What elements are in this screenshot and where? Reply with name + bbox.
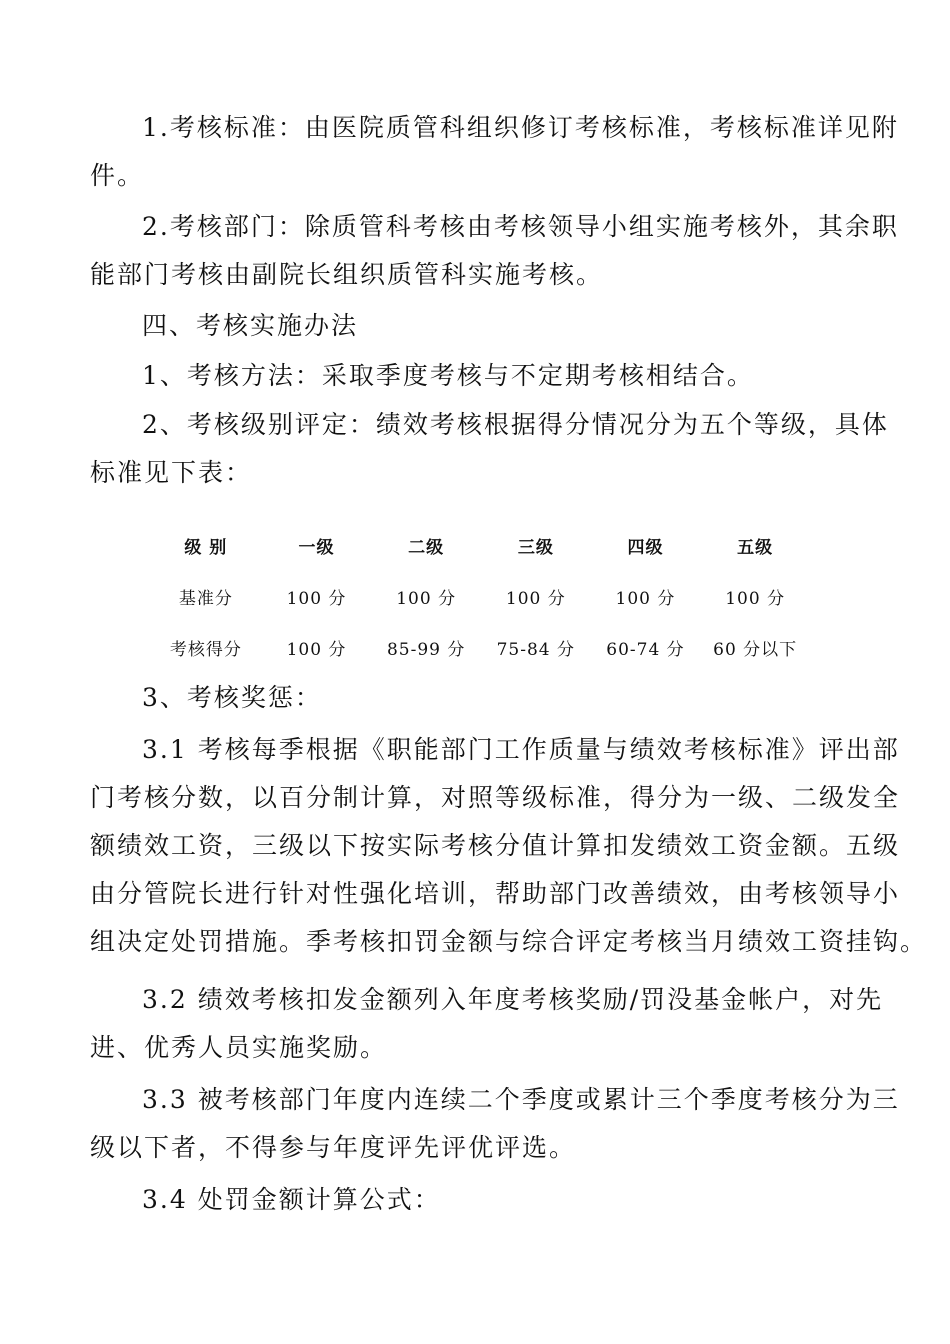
table-cell: 100 分: [286, 589, 347, 609]
table-cell: 100 分: [615, 589, 676, 609]
text-line: 组决定处罚措施。季考核扣罚金额与综合评定考核当月绩效工资挂钩。: [90, 927, 928, 956]
text-line: 1、考核方法：采取季度考核与不定期考核相结合。: [142, 361, 754, 390]
table-cell: 100 分: [505, 589, 566, 609]
table-header-cell: 一级: [298, 538, 335, 558]
table-cell: 100 分: [286, 640, 347, 660]
table-cell: 75-84 分: [496, 640, 576, 660]
table-header-cell: 五级: [737, 538, 774, 558]
table-cell: 85-99 分: [386, 640, 466, 660]
text-line: 由分管院长进行针对性强化培训，帮助部门改善绩效，由考核领导小: [90, 879, 901, 908]
paragraph-grade-evaluation: [90, 401, 889, 497]
text-line: 3、考核奖惩：: [142, 683, 322, 712]
table-header-cell: 级 别: [184, 538, 228, 558]
table-header-cell: 四级: [627, 538, 664, 558]
text-line: 能部门考核由副院长组织质管科实施考核。: [90, 260, 604, 289]
text-line: 2、考核级别评定：绩效考核根据得分情况分为五个等级，具体: [142, 410, 889, 439]
table-cell: 考核得分: [169, 640, 242, 660]
text-line: 3.3 被考核部门年度内连续二个季度或累计三个季度考核分为三: [142, 1085, 900, 1114]
text-line: 2.考核部门：除质管科考核由考核领导小组实施考核外，其余职: [142, 212, 899, 241]
paragraph-assessment-method: [90, 352, 865, 400]
text-line: 四、考核实施办法: [142, 311, 359, 340]
text-line: 门考核分数，以百分制计算，对照等级标准，得分为一级、二级发全: [90, 783, 901, 812]
table-cell: 100 分: [396, 589, 457, 609]
paragraph-assessment-department: [90, 203, 899, 299]
paragraph-3-4: [90, 1176, 865, 1224]
table-header-row: [150, 520, 810, 571]
text-line: 标准见下表：: [90, 458, 253, 487]
section-heading-implementation: [90, 302, 865, 350]
text-line: 1.考核标准：由医院质管科组织修订考核标准，考核标准详见附: [142, 113, 899, 142]
paragraph-3-3: [90, 1076, 900, 1172]
text-line: 3.2 绩效考核扣发金额列入年度考核奖励/罚没基金帐户，对先: [142, 985, 884, 1014]
table-cell: 60-74 分: [606, 640, 685, 660]
table-header-cell: 二级: [408, 538, 445, 558]
paragraph-rewards-heading: [90, 674, 865, 722]
table-cell: 100 分: [725, 589, 786, 609]
paragraph-assessment-standard: [90, 104, 899, 200]
text-line: 额绩效工资，三级以下按实际考核分值计算扣发绩效工资金额。五级: [90, 831, 901, 860]
paragraph-3-1: [90, 726, 928, 966]
table-cell: 60 分以下: [713, 640, 798, 660]
text-line: 进、优秀人员实施奖励。: [90, 1033, 388, 1062]
text-line: 3.4 处罚金额计算公式：: [142, 1185, 441, 1214]
grade-table: [150, 520, 810, 673]
text-line: 3.1 考核每季根据《职能部门工作质量与绩效考核标准》评出部: [142, 735, 900, 764]
table-header-cell: 三级: [517, 538, 554, 558]
table-row: [150, 622, 810, 673]
text-line: 级以下者，不得参与年度评先评优评选。: [90, 1133, 577, 1162]
table-cell: 基准分: [178, 589, 233, 609]
table-row: [150, 571, 810, 622]
paragraph-3-2: [90, 976, 884, 1072]
text-line: 件。: [90, 161, 145, 190]
